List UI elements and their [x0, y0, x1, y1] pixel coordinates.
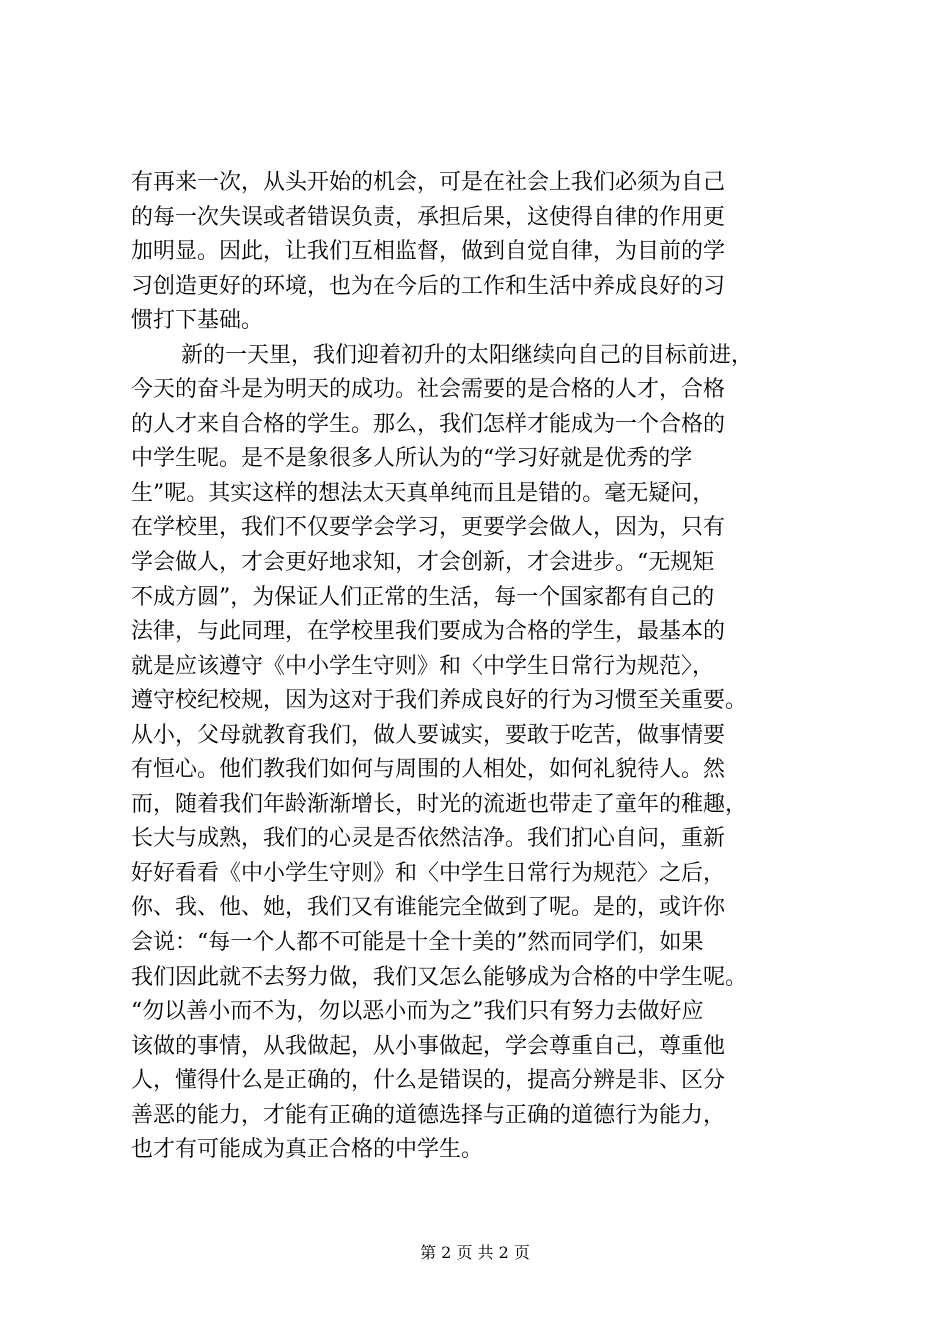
text-line: 法律，与此同理，在学校里我们要成为合格的学生，最基本的: [131, 619, 726, 645]
text-line: 人，懂得什么是正确的，什么是错误的，提高分辨是非、区分: [131, 1068, 726, 1094]
text-line: 我们因此就不去努力做，我们又怎么能够成为合格的中学生呢。: [131, 964, 748, 990]
text-line: 有恒心。他们教我们如何与周围的人相处，如何礼貌待人。然: [131, 757, 726, 783]
text-line: 今天的奋斗是为明天的成功。社会需要的是合格的人才，合格: [131, 377, 726, 403]
text-line: 有再来一次，从头开始的机会，可是在社会上我们必须为自己: [131, 170, 726, 195]
text-line: 加明显。因此，让我们互相监督，做到自觉自律，为目前的学: [131, 239, 726, 265]
text-line: 也才有可能成为真正合格的中学生。: [131, 1137, 484, 1163]
text-line: 从小，父母就教育我们，做人要诚实，要敢于吃苦，做事情要: [131, 722, 726, 748]
text-line: 就是应该遵守《中小学生守则》和〈中学生日常行为规范〉，: [131, 653, 715, 679]
text-line: 善恶的能力，才能有正确的道德选择与正确的道德行为能力，: [131, 1102, 726, 1128]
text-line: 习创造更好的环境，也为在今后的工作和生活中养成良好的习: [131, 273, 726, 299]
text-line: 会说：“每一个人都不可能是十全十美的”然而同学们，如果: [131, 930, 704, 956]
text-line: 的人才来自合格的学生。那么，我们怎样才能成为一个合格的: [131, 411, 726, 437]
text-line: 你、我、他、她，我们又有谁能完全做到了呢。是的，或许你: [131, 895, 726, 921]
text-line: “勿以善小而不为，勿以恶小而为之”我们只有努力去做好应: [131, 999, 704, 1025]
text-line: 好好看看《中小学生守则》和〈中学生日常行为规范〉之后，: [131, 860, 726, 886]
text-line: 不成方圆”，为保证人们正常的生活，每一个国家都有自己的: [131, 584, 715, 610]
text-line: 中学生呢。是不是象很多人所认为的“学习好就是优秀的学: [131, 446, 693, 472]
text-line: 遵守校纪校规，因为这对于我们养成良好的行为习惯至关重要。: [131, 688, 748, 714]
text-line: 生”呢。其实这样的想法太天真单纯而且是错的。毫无疑问，: [131, 480, 715, 506]
page-number-footer: 第 2 页 共 2 页: [420, 1243, 530, 1262]
body-text: [131, 166, 831, 1168]
text-line: 的每一次失误或者错误负责，承担后果，这使得自律的作用更: [131, 204, 726, 230]
paragraph-first-line: 新的一天里，我们迎着初升的太阳继续向自己的目标前进，: [181, 342, 754, 368]
text-line: 学会做人，才会更好地求知，才会创新，才会进步。“无规矩: [131, 550, 715, 576]
text-line: 长大与成熟，我们的心灵是否依然洁净。我们扪心自问，重新: [131, 826, 726, 852]
text-line: 而，随着我们年龄渐渐增长，时光的流逝也带走了童年的稚趣，: [131, 791, 748, 817]
text-line: 该做的事情，从我做起，从小事做起，学会尊重自己，尊重他: [131, 1033, 726, 1059]
text-line: 在学校里，我们不仅要学会学习，更要学会做人，因为，只有: [131, 515, 726, 541]
text-line: 惯打下基础。: [131, 308, 264, 334]
